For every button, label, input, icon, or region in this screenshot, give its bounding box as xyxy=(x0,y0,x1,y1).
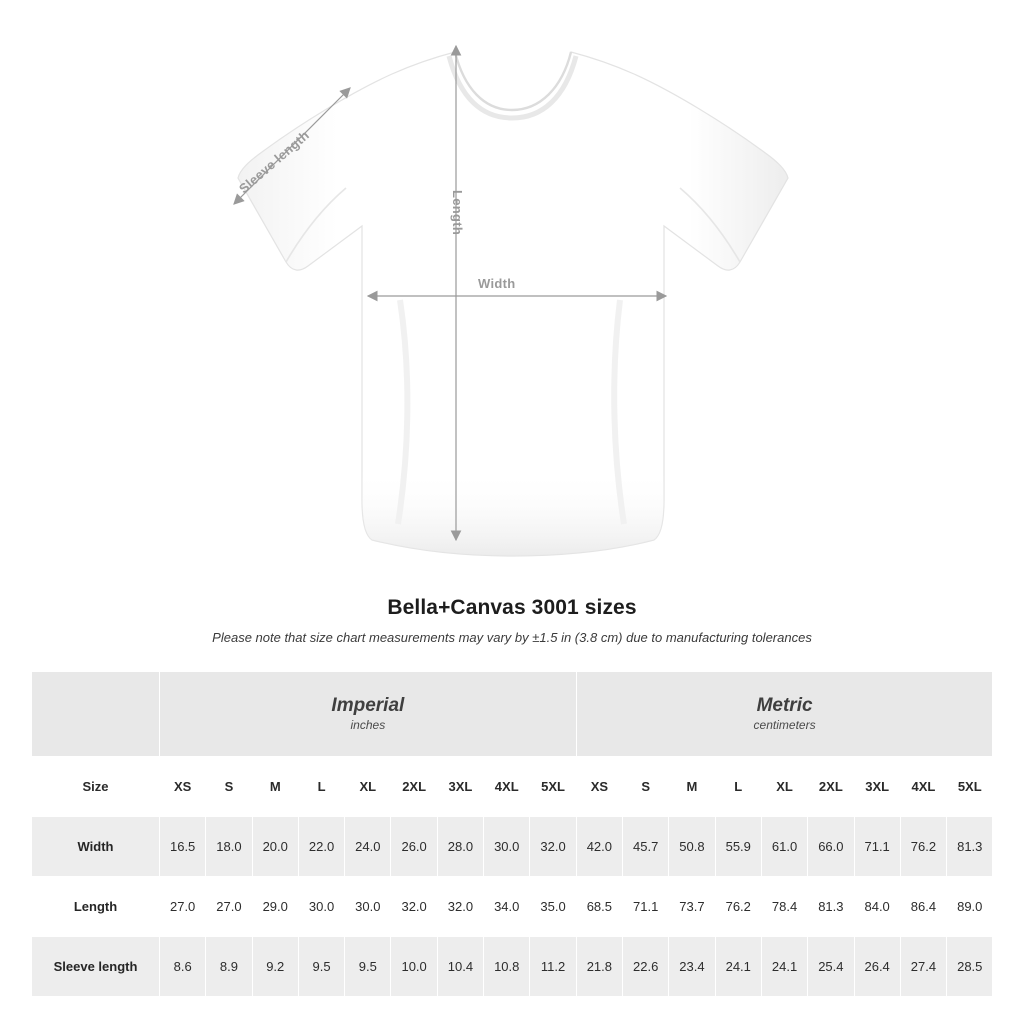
table-cell: 27.0 xyxy=(160,877,206,937)
size-header-cell: 5XL xyxy=(530,757,576,817)
size-header-cell: 5XL xyxy=(947,757,993,817)
table-cell: 8.9 xyxy=(206,937,252,997)
table-cell: 26.0 xyxy=(391,817,437,877)
row-label-length: Length xyxy=(32,877,160,937)
unit-group-imperial xyxy=(160,672,577,757)
table-cell: 9.5 xyxy=(345,937,391,997)
size-header-cell: L xyxy=(298,757,344,817)
table-cell: 8.6 xyxy=(160,937,206,997)
table-row xyxy=(32,877,993,937)
sleeve-length-dimension-label: Sleeve length xyxy=(236,127,313,197)
table-cell: 35.0 xyxy=(530,877,576,937)
table-cell: 32.0 xyxy=(530,817,576,877)
table-cell: 27.0 xyxy=(206,877,252,937)
table-cell: 27.4 xyxy=(900,937,946,997)
table-cell: 34.0 xyxy=(484,877,530,937)
table-cell: 32.0 xyxy=(437,877,483,937)
table-cell: 20.0 xyxy=(252,817,298,877)
row-label-sleeve-length: Sleeve length xyxy=(32,937,160,997)
table-cell: 66.0 xyxy=(808,817,854,877)
table-cell: 30.0 xyxy=(484,817,530,877)
table-cell: 22.0 xyxy=(298,817,344,877)
table-cell: 25.4 xyxy=(808,937,854,997)
unit-group-imperial-name: Imperial xyxy=(331,694,405,716)
shirt-body-shape xyxy=(238,52,788,556)
size-header-cell: 4XL xyxy=(900,757,946,817)
table-cell: 55.9 xyxy=(715,817,761,877)
page-title: Bella+Canvas 3001 sizes xyxy=(387,596,637,619)
table-cell: 50.8 xyxy=(669,817,715,877)
table-cell: 68.5 xyxy=(576,877,622,937)
size-header-cell: S xyxy=(206,757,252,817)
size-header-cell: 2XL xyxy=(808,757,854,817)
size-header-cell: 4XL xyxy=(484,757,530,817)
table-cell: 16.5 xyxy=(160,817,206,877)
unit-group-metric-name: Metric xyxy=(756,694,813,716)
table-cell: 28.5 xyxy=(947,937,993,997)
table-cell: 84.0 xyxy=(854,877,900,937)
size-header-cell: XS xyxy=(576,757,622,817)
table-corner-cell xyxy=(32,672,160,757)
table-cell: 21.8 xyxy=(576,937,622,997)
table-cell: 28.0 xyxy=(437,817,483,877)
table-cell: 81.3 xyxy=(808,877,854,937)
size-header-cell: 3XL xyxy=(437,757,483,817)
table-cell: 29.0 xyxy=(252,877,298,937)
table-cell: 18.0 xyxy=(206,817,252,877)
table-cell: 10.8 xyxy=(484,937,530,997)
table-cell: 89.0 xyxy=(947,877,993,937)
size-header-cell: L xyxy=(715,757,761,817)
size-header-cell: S xyxy=(623,757,669,817)
length-dimension-label: Length xyxy=(450,190,465,236)
table-cell: 78.4 xyxy=(761,877,807,937)
unit-group-row xyxy=(32,672,993,757)
table-cell: 26.4 xyxy=(854,937,900,997)
row-label-width: Width xyxy=(32,817,160,877)
size-header-cell: XS xyxy=(160,757,206,817)
unit-group-metric-sub: centimeters xyxy=(753,718,816,733)
table-cell: 32.0 xyxy=(391,877,437,937)
table-cell: 30.0 xyxy=(298,877,344,937)
table-cell: 86.4 xyxy=(900,877,946,937)
table-cell: 9.2 xyxy=(252,937,298,997)
table-cell: 9.5 xyxy=(298,937,344,997)
title-block xyxy=(0,596,1024,645)
unit-group-imperial-sub: inches xyxy=(350,718,386,733)
unit-group-metric xyxy=(576,672,993,757)
size-header-cell: M xyxy=(669,757,715,817)
size-header-cell: XL xyxy=(345,757,391,817)
table-row xyxy=(32,937,993,997)
size-header-cell: 2XL xyxy=(391,757,437,817)
table-cell: 76.2 xyxy=(900,817,946,877)
table-cell: 24.0 xyxy=(345,817,391,877)
size-table-container xyxy=(31,671,993,997)
table-cell: 45.7 xyxy=(623,817,669,877)
table-cell: 23.4 xyxy=(669,937,715,997)
table-cell: 76.2 xyxy=(715,877,761,937)
table-cell: 24.1 xyxy=(715,937,761,997)
size-header-cell: M xyxy=(252,757,298,817)
width-dimension-label: Width xyxy=(478,276,516,291)
table-cell: 61.0 xyxy=(761,817,807,877)
page-subtitle: Please note that size chart measurements may vary by ±1.5 in (3.8 cm) due to manufacturing tolerances xyxy=(212,630,812,645)
size-header-cell: 3XL xyxy=(854,757,900,817)
table-cell: 10.4 xyxy=(437,937,483,997)
table-cell: 30.0 xyxy=(345,877,391,937)
size-table xyxy=(31,671,993,997)
size-header-row xyxy=(32,757,993,817)
table-cell: 81.3 xyxy=(947,817,993,877)
table-cell: 11.2 xyxy=(530,937,576,997)
table-cell: 42.0 xyxy=(576,817,622,877)
table-cell: 22.6 xyxy=(623,937,669,997)
table-cell: 10.0 xyxy=(391,937,437,997)
table-cell: 71.1 xyxy=(623,877,669,937)
table-cell: 71.1 xyxy=(854,817,900,877)
table-cell: 24.1 xyxy=(761,937,807,997)
size-header-label: Size xyxy=(32,757,160,817)
table-row xyxy=(32,817,993,877)
size-header-cell: XL xyxy=(761,757,807,817)
table-cell: 73.7 xyxy=(669,877,715,937)
